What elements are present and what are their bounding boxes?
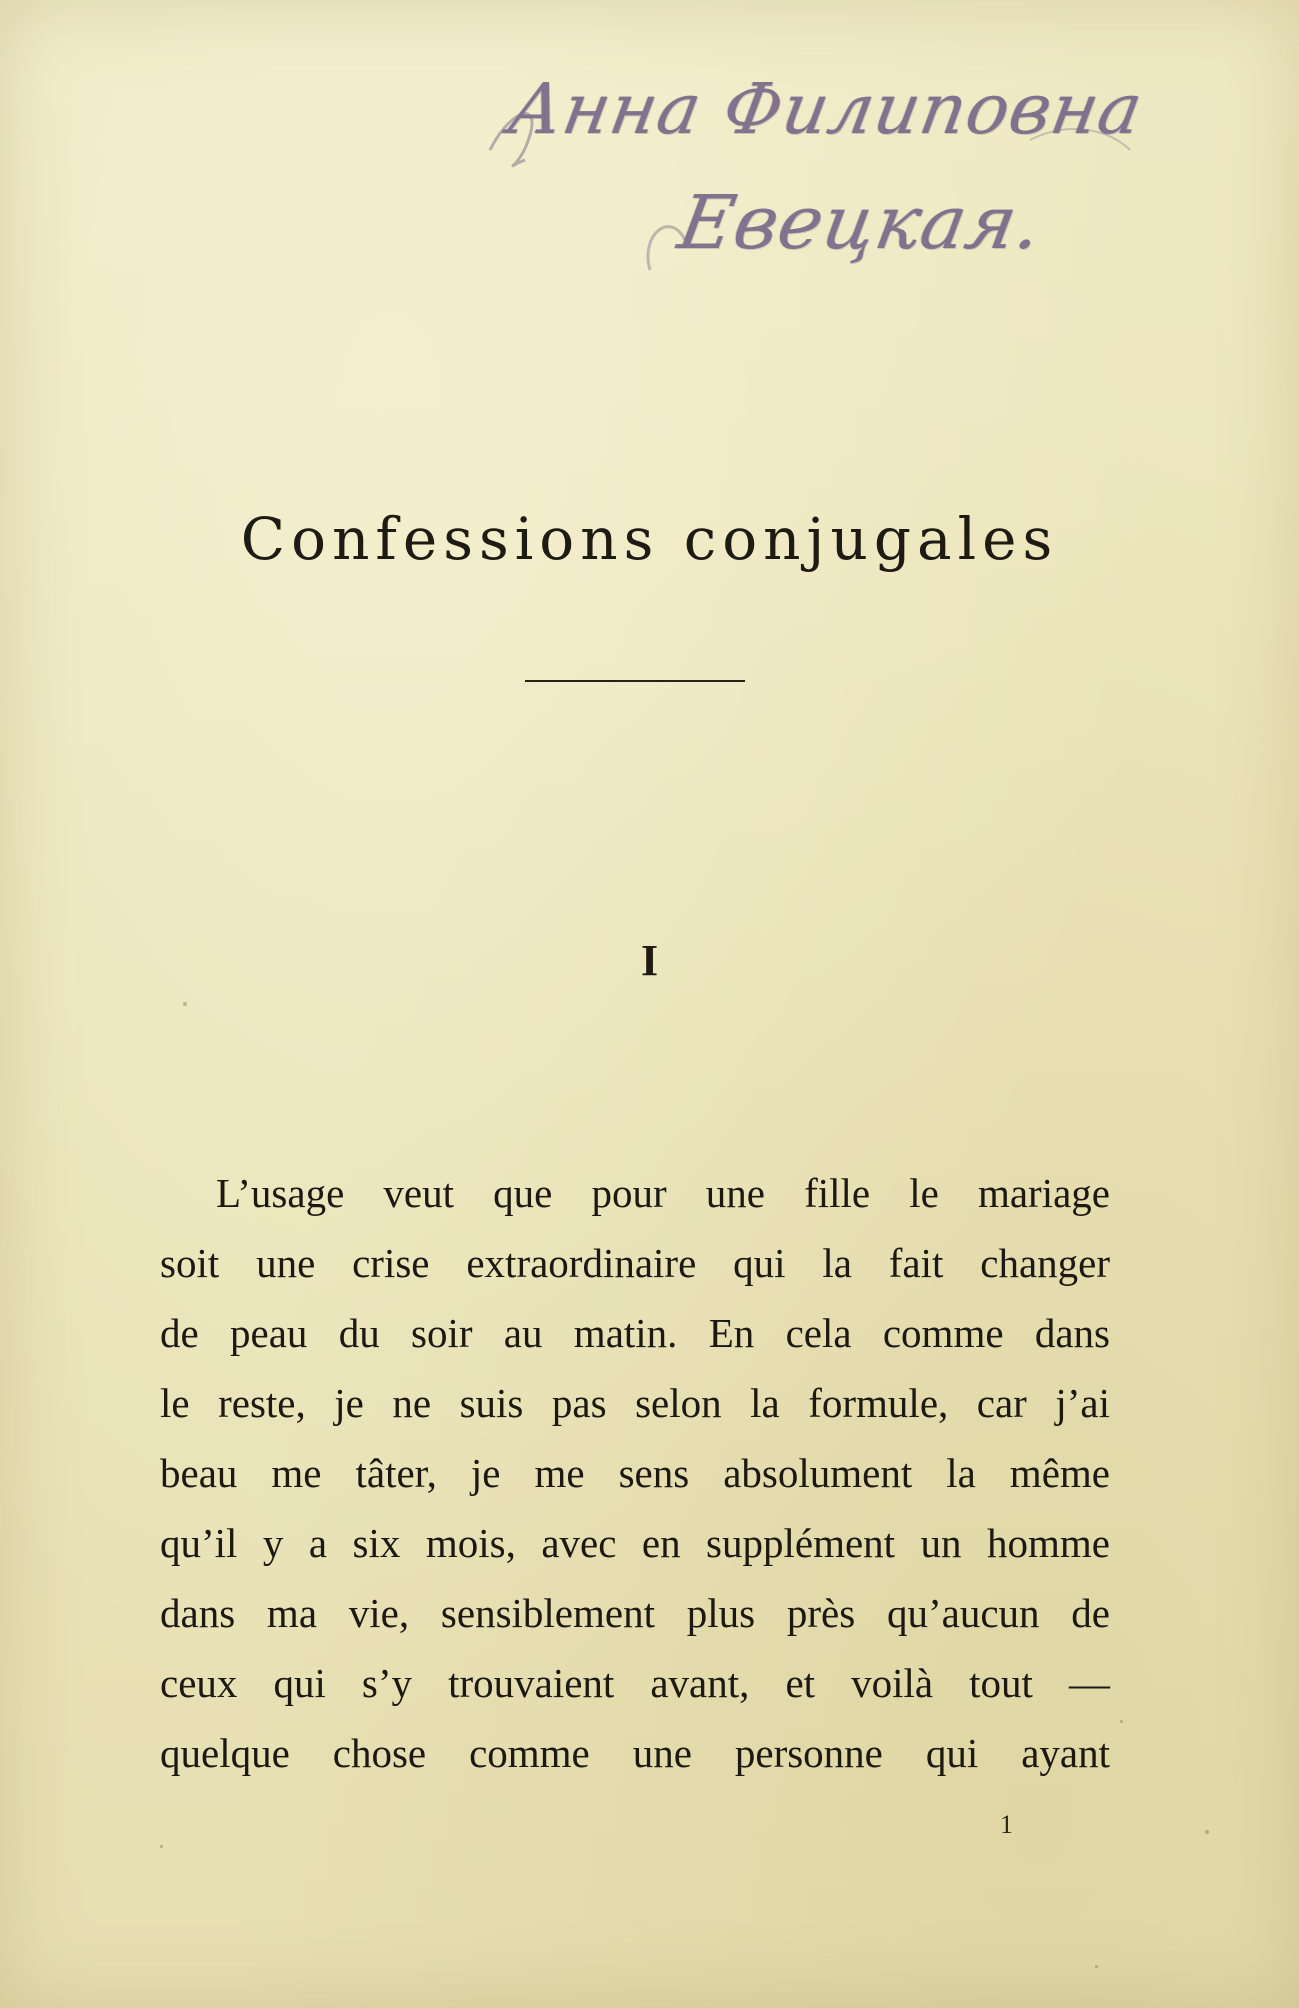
text-line: de peau du soir au matin. En cela comme dans — [160, 1310, 1110, 1356]
book-title: Confessions conjugales — [240, 505, 1059, 573]
text-line: dans ma vie, sensiblement plus près qu’aucun de — [160, 1590, 1110, 1636]
paper-speck — [1095, 1965, 1098, 1968]
text-line: ceux qui s’y trouvaient avant, et voilà tout — — [160, 1660, 1110, 1706]
chapter-number: I — [640, 936, 659, 985]
paper-speck — [1205, 1830, 1209, 1834]
stamp-surname-line: Евецкая. — [672, 180, 1049, 266]
text-line: qu’il y a six mois, avec en supplément un homme — [160, 1520, 1110, 1566]
paper-speck — [183, 1002, 187, 1006]
text-line: quelque chose comme une personne qui ayant — [160, 1730, 1110, 1776]
text-line: le reste, je ne suis pas selon la formule, car j’ai — [160, 1380, 1110, 1426]
paper-speck — [1120, 1720, 1123, 1723]
ownership-stamp — [470, 40, 1190, 340]
text-line: soit une crise extraordinaire qui la fait changer — [160, 1240, 1110, 1286]
title-divider — [525, 680, 745, 682]
paper-speck — [1095, 1330, 1098, 1333]
body-paragraph — [160, 1158, 1110, 1788]
page-number: 1 — [1000, 1810, 1013, 1839]
text-line: L’usage veut que pour une fille le mariage — [216, 1170, 1110, 1216]
text-line: beau me tâter, je me sens absolument la même — [160, 1450, 1110, 1496]
stamp-name-line: Анна Филиповна — [502, 68, 1150, 150]
paper-speck — [160, 1845, 163, 1848]
